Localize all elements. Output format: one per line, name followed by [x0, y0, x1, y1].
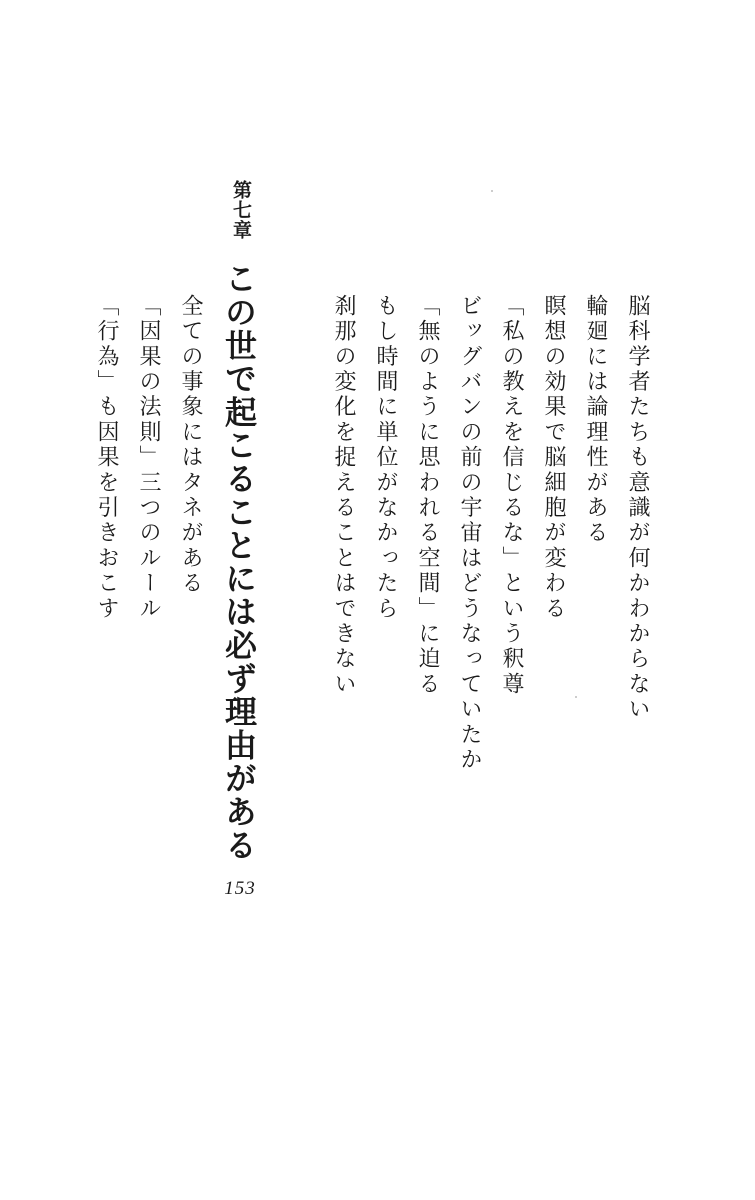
section-entry: 脳科学者たちも意識が何かわからない	[625, 294, 650, 723]
chapter-entry: 全ての事象にはタネがある	[178, 294, 203, 597]
chapter-entry: 「因果の法則」三つのルール	[136, 294, 161, 622]
section-entry: 瞑想の効果で脳細胞が変わる	[541, 294, 566, 622]
scan-speck	[575, 696, 577, 698]
scan-speck	[491, 190, 493, 192]
chapter-title: この世で起こることには必ず理由がある	[220, 262, 258, 862]
section-entry: 刹那の変化を捉えることはできない	[331, 294, 356, 698]
section-entry: 「無のように思われる空間」に迫る	[415, 294, 440, 698]
section-entry: ビッグバンの前の宇宙はどうなっていたか	[457, 294, 482, 773]
page-number: 153	[224, 878, 256, 899]
chapter-entry: 「行為」も因果を引きおこす	[94, 294, 119, 622]
section-entry: 「私の教えを信じるな」という釈尊	[499, 294, 524, 698]
section-entry: 輪廻には論理性がある	[583, 294, 608, 546]
chapter-label: 第七章	[230, 180, 252, 240]
section-entry: もし時間に単位がなかったら	[373, 294, 398, 622]
